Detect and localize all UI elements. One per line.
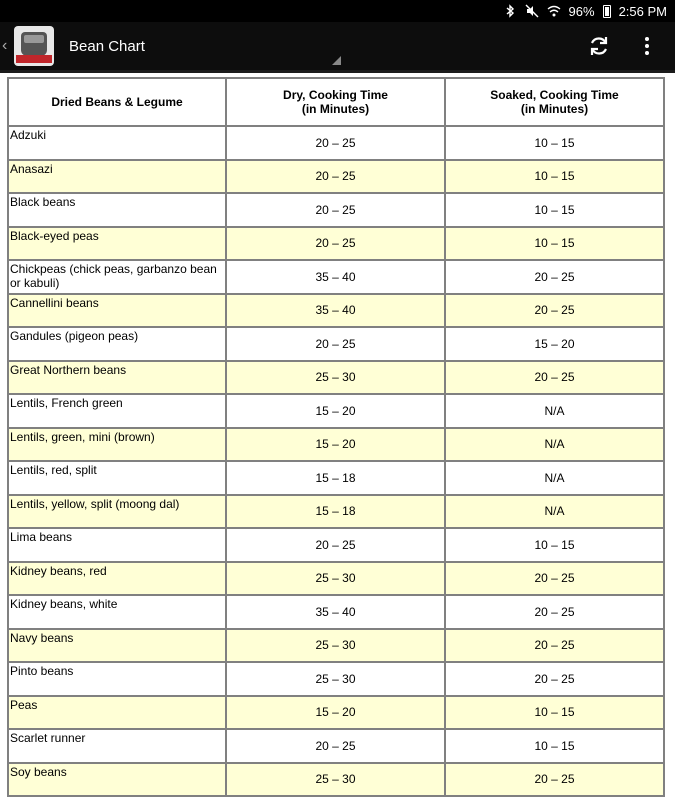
bean-name-cell: Lentils, French green	[8, 394, 226, 428]
bean-name-cell: Soy beans	[8, 763, 226, 797]
table-row	[8, 495, 664, 529]
soaked-time-cell: 10 – 15	[445, 160, 664, 194]
table-row	[8, 361, 664, 395]
bean-name-cell: Peas	[8, 696, 226, 730]
table-header-row	[8, 78, 664, 126]
bean-name-cell: Kidney beans, white	[8, 595, 226, 629]
bean-name-cell: Anasazi	[8, 160, 226, 194]
dry-time-cell: 15 – 18	[226, 461, 445, 495]
wifi-icon	[547, 4, 561, 18]
dry-time-cell: 25 – 30	[226, 662, 445, 696]
soaked-time-cell: 20 – 25	[445, 595, 664, 629]
bean-name-cell: Lentils, red, split	[8, 461, 226, 495]
battery-icon	[603, 5, 611, 18]
bean-name-cell: Navy beans	[8, 629, 226, 663]
bean-name-cell: Chickpeas (chick peas, garbanzo bean or kabuli)	[8, 260, 226, 294]
dry-time-cell: 25 – 30	[226, 562, 445, 596]
dry-time-cell: 15 – 20	[226, 394, 445, 428]
bluetooth-icon	[503, 4, 517, 18]
table-row	[8, 662, 664, 696]
soaked-time-cell: 10 – 15	[445, 227, 664, 261]
soaked-time-cell: 15 – 20	[445, 327, 664, 361]
soaked-time-cell: 20 – 25	[445, 629, 664, 663]
bean-name-cell: Great Northern beans	[8, 361, 226, 395]
soaked-time-cell: N/A	[445, 394, 664, 428]
app-logo-icon[interactable]	[14, 26, 54, 66]
bean-name-cell: Cannellini beans	[8, 294, 226, 328]
bean-name-cell: Kidney beans, red	[8, 562, 226, 596]
bean-name-cell: Lima beans	[8, 528, 226, 562]
bean-name-cell: Lentils, green, mini (brown)	[8, 428, 226, 462]
table-row	[8, 294, 664, 328]
soaked-time-cell: 20 – 25	[445, 260, 664, 294]
bean-name-cell: Gandules (pigeon peas)	[8, 327, 226, 361]
battery-percent: 96%	[568, 3, 595, 19]
table-row	[8, 428, 664, 462]
table-row	[8, 160, 664, 194]
soaked-time-cell: 10 – 15	[445, 126, 664, 160]
dry-time-cell: 20 – 25	[226, 327, 445, 361]
header-dry-time: Dry, Cooking Time (in Minutes)	[226, 78, 445, 126]
table-row	[8, 260, 664, 294]
soaked-time-cell: 10 – 15	[445, 528, 664, 562]
dry-time-cell: 20 – 25	[226, 160, 445, 194]
dry-time-cell: 25 – 30	[226, 763, 445, 797]
table-row	[8, 193, 664, 227]
dry-time-cell: 35 – 40	[226, 294, 445, 328]
dry-time-cell: 15 – 18	[226, 495, 445, 529]
table-row	[8, 629, 664, 663]
bean-name-cell: Lentils, yellow, split (moong dal)	[8, 495, 226, 529]
soaked-time-cell: 20 – 25	[445, 294, 664, 328]
dry-time-cell: 35 – 40	[226, 595, 445, 629]
bean-name-cell: Pinto beans	[8, 662, 226, 696]
app-bar	[0, 22, 675, 70]
dry-time-cell: 20 – 25	[226, 193, 445, 227]
back-arrow-icon[interactable]: ‹	[2, 37, 8, 54]
table-row	[8, 562, 664, 596]
dry-time-cell: 20 – 25	[226, 227, 445, 261]
table-row	[8, 227, 664, 261]
soaked-time-cell: 20 – 25	[445, 361, 664, 395]
bean-name-cell: Black-eyed peas	[8, 227, 226, 261]
header-soaked-time: Soaked, Cooking Time (in Minutes)	[445, 78, 664, 126]
bean-name-cell: Scarlet runner	[8, 729, 226, 763]
dry-time-cell: 35 – 40	[226, 260, 445, 294]
table-row	[8, 327, 664, 361]
soaked-time-cell: 10 – 15	[445, 729, 664, 763]
table-row	[8, 126, 664, 160]
overflow-menu-icon[interactable]	[645, 37, 651, 55]
status-bar	[0, 0, 675, 22]
soaked-time-cell: 20 – 25	[445, 562, 664, 596]
soaked-time-cell: N/A	[445, 461, 664, 495]
dry-time-cell: 20 – 25	[226, 729, 445, 763]
table-row	[8, 461, 664, 495]
refresh-icon[interactable]	[587, 34, 611, 58]
appbar-divider	[0, 70, 675, 73]
soaked-time-cell: 20 – 25	[445, 763, 664, 797]
dry-time-cell: 15 – 20	[226, 696, 445, 730]
bean-name-cell: Adzuki	[8, 126, 226, 160]
table-row	[8, 394, 664, 428]
dry-time-cell: 20 – 25	[226, 528, 445, 562]
table-row	[8, 696, 664, 730]
table-row	[8, 729, 664, 763]
soaked-time-cell: 10 – 15	[445, 193, 664, 227]
dry-time-cell: 25 – 30	[226, 361, 445, 395]
dry-time-cell: 25 – 30	[226, 629, 445, 663]
clock: 2:56 PM	[618, 3, 667, 19]
dropdown-indicator-icon[interactable]	[332, 56, 341, 65]
mute-icon	[525, 4, 539, 18]
soaked-time-cell: 20 – 25	[445, 662, 664, 696]
table-row	[8, 763, 664, 797]
bean-chart-table	[7, 77, 663, 797]
dry-time-cell: 20 – 25	[226, 126, 445, 160]
header-bean: Dried Beans & Legume	[8, 78, 226, 126]
page-title: Bean Chart	[69, 37, 145, 55]
soaked-time-cell: N/A	[445, 495, 664, 529]
bean-name-cell: Black beans	[8, 193, 226, 227]
dry-time-cell: 15 – 20	[226, 428, 445, 462]
soaked-time-cell: 10 – 15	[445, 696, 664, 730]
table-row	[8, 528, 664, 562]
soaked-time-cell: N/A	[445, 428, 664, 462]
table-row	[8, 595, 664, 629]
